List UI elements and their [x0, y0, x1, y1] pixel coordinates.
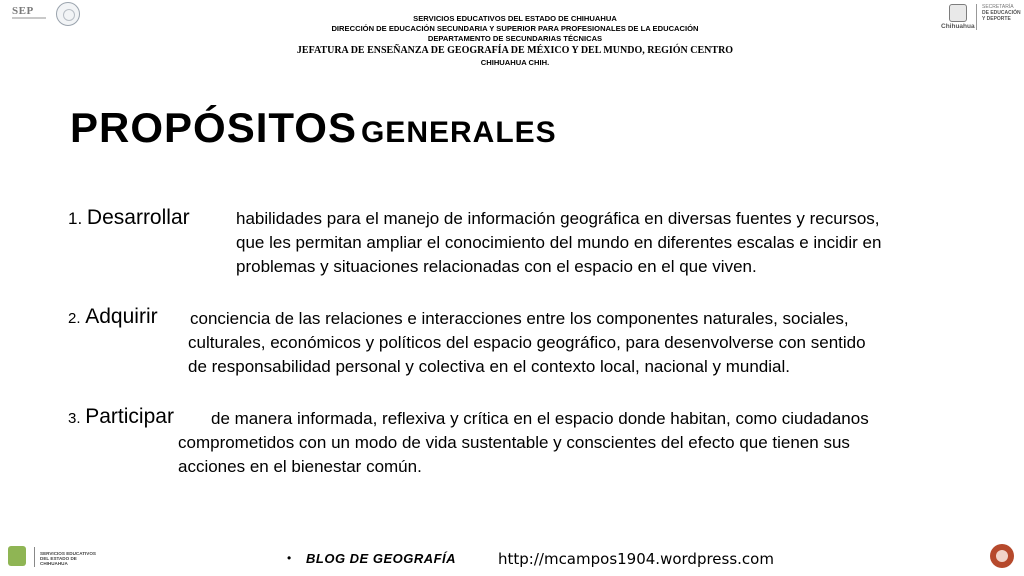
item-1-line-1: habilidades para el manejo de información geográfica en diversas fuentes y recursos, [236, 209, 880, 228]
sep-logo-underline [12, 17, 46, 19]
purpose-item-1 [68, 206, 190, 231]
purpose-item-3 [68, 405, 174, 431]
item-1-line-3: problemas y situaciones relacionadas con el espacio en el que viven. [236, 257, 757, 276]
secretaria-line-1: SECRETARÍA [982, 4, 1014, 10]
logo-divider [976, 4, 977, 30]
footer-logo-text [40, 551, 96, 566]
secretaria-line-3: Y DEPORTE [982, 16, 1011, 22]
item-2-line-2: culturales, económicos y políticos del espacio geográfico, para desenvolverse con sentido [188, 333, 866, 352]
secretaria-logo [982, 4, 1021, 22]
header-line-1: SERVICIOS EDUCATIVOS DEL ESTADO DE CHIHUAHUA [413, 14, 617, 23]
footer-left-logo [6, 545, 96, 569]
item-3-line-1: de manera informada, reflexiva y crítica en el espacio donde habitan, como ciudadanos [211, 409, 869, 428]
institution-header [200, 14, 830, 68]
item-number: 3. [68, 410, 81, 427]
page-title [70, 104, 557, 152]
item-2-line-1: conciencia de las relaciones e interacciones entre los componentes naturales, sociales, [190, 309, 849, 328]
item-number: 2. [68, 310, 81, 327]
coat-of-arms-icon [56, 2, 80, 26]
item-1-line-2: que les permitan ampliar el conocimiento del mundo en diferentes escalas e incidir en [236, 233, 882, 252]
footer-logo-divider [34, 547, 35, 567]
chihuahua-state-icon [8, 546, 26, 566]
secretaria-line-2: DE EDUCACIÓN [982, 10, 1021, 16]
item-3-line-3: acciones en el bienestar común. [178, 457, 422, 476]
title-rest: GENERALES [360, 116, 557, 149]
header-line-4: JEFATURA DE ENSEÑANZA DE GEOGRAFÍA DE MÉXICO Y DEL MUNDO, REGIÓN CENTRO [296, 45, 734, 56]
footer-right-emblem-icon [990, 544, 1014, 568]
chihuahua-logo-text: Chihuahua [941, 23, 975, 30]
chihuahua-crest-icon [949, 4, 967, 22]
chihuahua-logo [941, 4, 975, 34]
item-verb: Desarrollar [86, 206, 190, 229]
header-line-3: DEPARTAMENTO DE SECUNDARIAS TÉCNICAS [427, 34, 603, 43]
item-2-line-3: de responsabilidad personal y colectiva en el contexto local, nacional y mundial. [188, 357, 790, 376]
purpose-item-2 [68, 305, 158, 331]
footer-logo-line-2: DEL ESTADO DE [40, 556, 77, 561]
title-main: PROPÓSITOS [70, 104, 357, 151]
item-number: 1. [68, 209, 83, 228]
item-verb: Participar [85, 405, 174, 428]
sep-logo [4, 2, 50, 26]
sep-logo-text: SEP [12, 5, 34, 17]
footer-logo-line-3: CHIHUAHUA [40, 561, 68, 566]
item-verb: Adquirir [85, 305, 158, 328]
header-line-5: CHIHUAHUA CHIH. [480, 58, 550, 67]
footer-blog-link[interactable]: http://mcampos1904.wordpress.com [498, 550, 774, 568]
footer-logo-line-1: SERVICIOS EDUCATIVOS [40, 551, 96, 556]
footer-bullet: • [287, 551, 292, 565]
footer-blog-label: BLOG DE GEOGRAFÍA [306, 551, 457, 566]
header-line-2: DIRECCIÓN DE EDUCACIÓN SECUNDARIA Y SUPERIOR PARA PROFESIONALES DE LA EDUCACIÓN [331, 24, 699, 33]
item-3-line-2: comprometidos con un modo de vida sustentable y conscientes del efecto que tienen sus [178, 433, 850, 452]
